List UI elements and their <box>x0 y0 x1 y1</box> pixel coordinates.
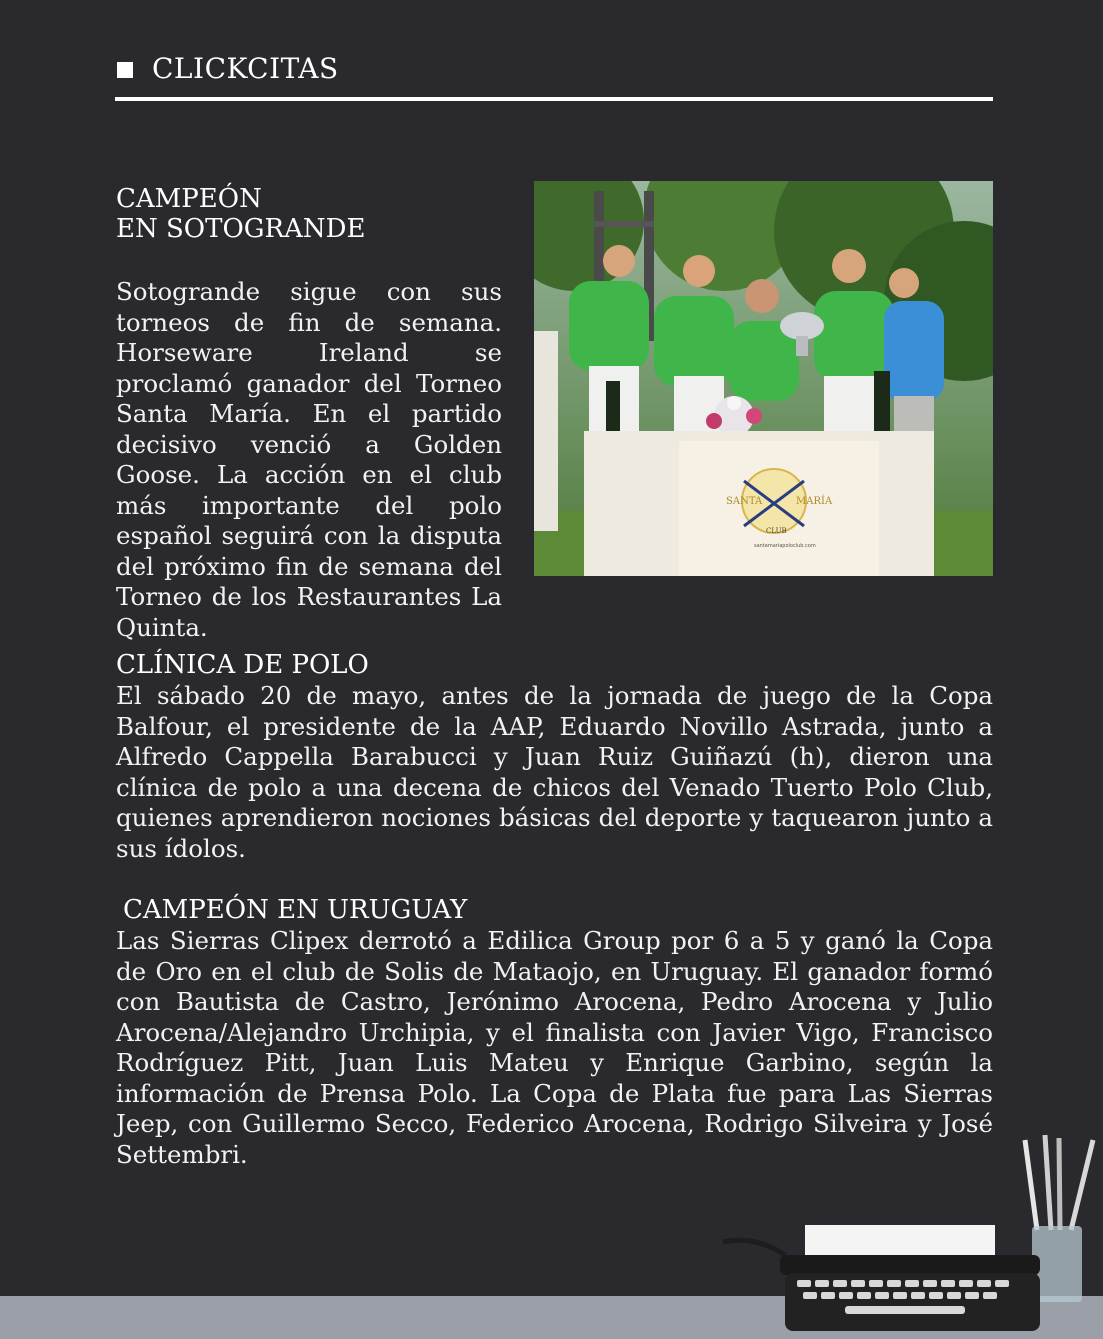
section1-body: Sotogrande sigue con sus torneos de fin de semana. Horseware Ireland se proclamó ganador del Torneo Santa María. En el partido decisivo venció a Golden Goose. La acción en el club más importante del polo español seguirá con la disputa del próximo fin de semana del Torneo de los Restaurantes La Quinta. <box>116 277 502 642</box>
header-divider <box>115 97 993 101</box>
team-photo <box>534 181 993 576</box>
typewriter-icon <box>723 1225 1040 1331</box>
banner-maria-text: MARÍA <box>796 496 833 507</box>
desk-decor <box>715 1130 1103 1339</box>
banner-santa-text: SANTA <box>726 496 763 507</box>
section2-body: El sábado 20 de mayo, antes de la jornada de juego de la Copa Balfour, el presidente de la AAP, Eduardo Novillo Astrada, junto a Alfredo Cappella Barabucci y Juan Ruiz Guiñazú (h), dieron una clínica de polo a una decena de chicos del Venado Tuerto Polo Club, quienes aprendieron nociones básicas del deporte y taquearon junto a sus ídolos. <box>116 681 993 863</box>
section3-title: CAMPEÓN EN URUGUAY <box>123 895 468 925</box>
section3-body: Las Sierras Clipex derrotó a Edilica Group por 6 a 5 y ganó la Copa de Oro en el club de Solis de Mataojo, en Uruguay. El ganador formó con Bautista de Castro, Jerónimo Arocena, Pedro Arocena y Julio Arocena/Alejandro Urchipia, y el finalista con Javier Vigo, Francisco Rodríguez Pitt, Juan Luis Mateu y Enrique Garbino, según la información de Prensa Polo. La Copa de Plata fue para Las Sierras Jeep, con Guillermo Secco, Federico Arocena, Rodrigo Silveira y José Settembri. <box>116 926 993 1169</box>
section2-title: CLÍNICA DE POLO <box>116 650 369 680</box>
banner-url-text: santamariapoloclub.com <box>754 543 816 549</box>
page-title: CLICKCITAS <box>152 52 339 85</box>
section1-title-line2: EN SOTOGRANDE <box>116 214 366 244</box>
section1-title-line1: CAMPEÓN <box>116 184 262 214</box>
banner-club-text: CLUB <box>766 527 787 535</box>
bullet-square-icon <box>117 62 133 78</box>
